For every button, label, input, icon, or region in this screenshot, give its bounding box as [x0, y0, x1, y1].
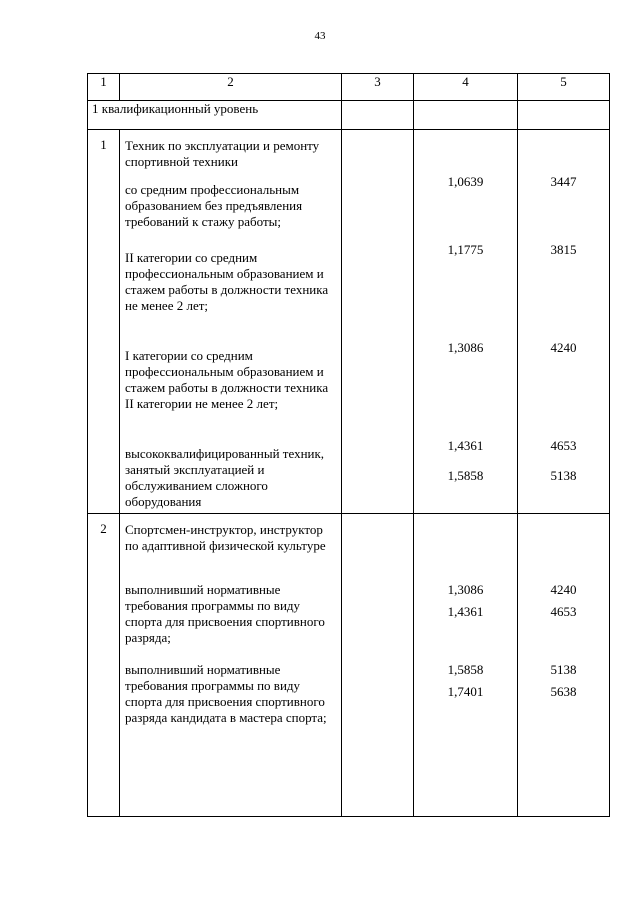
coefficient-value: 1,3086 [447, 582, 484, 597]
position-title: Спортсмен-инструктор, инструктор по адаптивной физической культуре [125, 522, 326, 553]
qualification-level-row [88, 101, 610, 130]
salary-cell [518, 130, 610, 514]
spacer [414, 130, 517, 174]
empty-cell [414, 101, 518, 130]
position-cell [120, 514, 342, 817]
coefficient-value: 1,4361 [447, 438, 484, 453]
position-item: II категории со средним профессиональным образованием и стажем работы в должности техника не менее 2 лет; [125, 250, 329, 313]
coefficient-cell [414, 514, 518, 817]
position-item: со средним профессиональным образованием без предъявления требований к стажу работы; [125, 182, 303, 229]
salary-value: 5138 [550, 662, 577, 677]
coefficient-value: 1,5858 [447, 468, 484, 483]
coefficient-value: 1,3086 [447, 340, 484, 355]
salary-value: 3815 [550, 242, 577, 257]
salary-value: 5638 [550, 684, 577, 699]
header-col-1: 1 [88, 74, 120, 101]
coefficient-value: 1,0639 [447, 174, 484, 189]
spacer [414, 514, 517, 582]
position-item: I категории со средним профессиональным образованием и стажем работы в должности техника II категории не менее 2 лет; [125, 348, 329, 411]
qualification-level-cell [88, 101, 342, 130]
header-col-3: 3 [342, 74, 414, 101]
salary-value: 4653 [550, 438, 577, 453]
empty-cell [518, 101, 610, 130]
spacer [518, 514, 609, 582]
header-row [88, 74, 610, 101]
coefficient-value: 1,7401 [447, 684, 484, 699]
table-row-section-1 [88, 130, 610, 514]
salary-table [87, 73, 610, 817]
salary-value: 4240 [550, 340, 577, 355]
row-number: 1 [100, 137, 107, 152]
position-item: высококвалифицированный техник, занятый эксплуатацией и обслуживанием сложного оборудования [125, 446, 325, 509]
coefficient-value: 1,4361 [447, 604, 484, 619]
empty-cell [342, 130, 414, 514]
empty-cell [342, 101, 414, 130]
header-col-2: 2 [120, 74, 342, 101]
coefficient-value: 1,1775 [447, 242, 484, 257]
page-number: 43 [314, 30, 326, 42]
position-title: Техник по эксплуатации и ремонту спортивной техники [125, 138, 320, 169]
row-number-cell [88, 514, 120, 817]
header-col-4: 4 [414, 74, 518, 101]
salary-value: 5138 [550, 468, 577, 483]
header-col-5: 5 [518, 74, 610, 101]
position-cell [120, 130, 342, 514]
salary-cell [518, 514, 610, 817]
spacer [518, 130, 609, 174]
coefficient-cell [414, 130, 518, 514]
qualification-level-label: 1 квалификационный уровень [92, 101, 259, 116]
position-item: выполнивший нормативные требования программы по виду спорта для присвоения спортивного разряда кандидата в мастера спорта; [125, 662, 327, 725]
position-item: выполнивший нормативные требования программы по виду спорта для присвоения спортивного разряда; [125, 582, 325, 645]
salary-value: 3447 [550, 174, 577, 189]
row-number: 2 [100, 521, 107, 536]
row-number-cell [88, 130, 120, 514]
salary-value: 4653 [550, 604, 577, 619]
coefficient-value: 1,5858 [447, 662, 484, 677]
table-row-section-2 [88, 514, 610, 817]
empty-cell [342, 514, 414, 817]
salary-value: 4240 [550, 582, 577, 597]
